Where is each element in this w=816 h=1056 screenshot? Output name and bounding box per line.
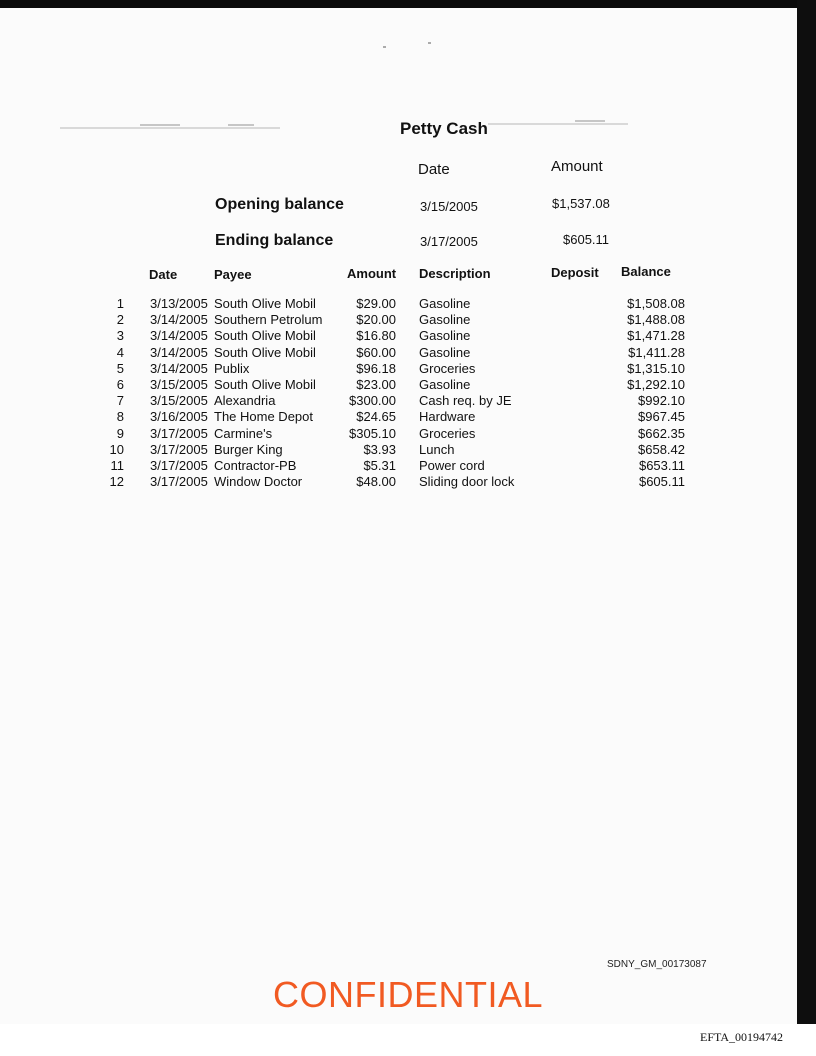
row-amount: $305.10 — [349, 425, 396, 441]
row-number: 5 — [116, 360, 124, 376]
header-amount-label: Amount — [551, 158, 603, 175]
row-amount: $16.80 — [356, 328, 396, 344]
row-description: Cash req. by JE — [419, 393, 512, 409]
table-row — [0, 426, 797, 442]
row-number: 4 — [116, 344, 124, 360]
scan-speck — [428, 42, 431, 44]
scan-artifact-line — [60, 127, 280, 129]
row-description: Gasoline — [419, 312, 471, 328]
row-balance: $605.11 — [638, 474, 685, 490]
row-description: Lunch — [419, 441, 455, 457]
row-payee: Publix — [214, 360, 250, 376]
column-header-balance: Balance — [621, 264, 671, 279]
table-row — [0, 393, 797, 409]
row-number: 2 — [116, 312, 124, 328]
row-date: 3/14/2005 — [150, 312, 208, 328]
scan-speck — [383, 46, 386, 48]
scan-artifact-line — [488, 123, 628, 125]
row-description: Gasoline — [419, 328, 471, 344]
table-row — [0, 458, 797, 474]
row-date: 3/15/2005 — [150, 393, 208, 409]
footer-strip — [0, 1024, 816, 1056]
table-row — [0, 328, 797, 344]
table-row — [0, 442, 797, 458]
row-number: 12 — [109, 474, 124, 490]
table-row — [0, 409, 797, 425]
row-description: Power cord — [419, 457, 485, 473]
row-payee: South Olive Mobil — [214, 376, 316, 392]
bates-stamp: SDNY_GM_00173087 — [607, 959, 707, 970]
row-number: 11 — [110, 457, 124, 473]
row-balance: $1,292.10 — [627, 376, 685, 392]
row-description: Gasoline — [419, 344, 471, 360]
table-row — [0, 361, 797, 377]
row-payee: Burger King — [214, 441, 283, 457]
table-row — [0, 312, 797, 328]
row-balance: $1,315.10 — [627, 360, 685, 376]
row-description: Gasoline — [419, 376, 471, 392]
row-date: 3/14/2005 — [150, 328, 208, 344]
row-description: Groceries — [419, 425, 476, 441]
row-number: 3 — [116, 328, 124, 344]
document-page — [0, 8, 797, 1024]
row-payee: Carmine's — [214, 425, 273, 441]
row-balance: $653.11 — [638, 457, 685, 473]
table-row — [0, 345, 797, 361]
row-amount: $300.00 — [349, 393, 396, 409]
row-amount: $3.93 — [363, 441, 396, 457]
row-amount: $5.31 — [363, 457, 396, 473]
row-number: 1 — [116, 296, 124, 311]
row-balance: $1,508.08 — [627, 296, 685, 311]
row-date: 3/17/2005 — [150, 441, 208, 457]
row-date: 3/13/2005 — [150, 296, 208, 311]
row-date: 3/16/2005 — [150, 409, 208, 425]
row-amount: $96.18 — [356, 360, 396, 376]
row-date: 3/17/2005 — [150, 474, 208, 490]
row-payee: Southern Petrolum — [214, 312, 323, 328]
row-amount: $23.00 — [356, 376, 396, 392]
row-amount: $20.00 — [356, 312, 396, 328]
opening-balance-label: Opening balance — [215, 196, 344, 213]
row-balance: $967.45 — [638, 409, 685, 425]
row-payee: The Home Depot — [214, 409, 313, 425]
scan-artifact-line — [140, 124, 180, 126]
opening-balance-amount: $1,537.08 — [552, 196, 610, 211]
row-number: 9 — [116, 425, 124, 441]
row-date: 3/17/2005 — [150, 425, 208, 441]
table-row — [0, 474, 797, 490]
row-date: 3/14/2005 — [150, 344, 208, 360]
table-row — [0, 296, 797, 312]
column-header-description: Description — [419, 266, 491, 281]
opening-balance-date: 3/15/2005 — [420, 199, 478, 214]
row-balance: $662.35 — [638, 425, 685, 441]
row-date: 3/15/2005 — [150, 376, 208, 392]
row-payee: Contractor-PB — [214, 457, 297, 473]
row-balance: $1,411.28 — [628, 344, 685, 360]
row-balance: $1,471.28 — [627, 328, 685, 344]
row-payee: South Olive Mobil — [214, 344, 316, 360]
row-payee: South Olive Mobil — [214, 328, 316, 344]
row-balance: $658.42 — [638, 441, 685, 457]
row-balance: $992.10 — [638, 393, 685, 409]
row-number: 8 — [116, 409, 124, 425]
column-header-date: Date — [149, 267, 178, 282]
row-amount: $48.00 — [356, 474, 396, 490]
efta-id: EFTA_00194742 — [700, 1030, 784, 1044]
row-date: 3/17/2005 — [150, 457, 208, 473]
column-header-payee: Payee — [214, 267, 252, 282]
scan-artifact-line — [228, 124, 254, 126]
column-header-amount: Amount — [347, 266, 397, 281]
row-number: 10 — [109, 441, 124, 457]
header-date-label: Date — [418, 161, 450, 178]
scan-top-border — [0, 0, 816, 8]
column-header-deposit: Deposit — [551, 265, 599, 280]
ending-balance-amount: $605.11 — [563, 232, 610, 247]
row-payee: Alexandria — [214, 393, 276, 409]
ending-balance-label: Ending balance — [215, 232, 334, 249]
row-amount: $29.00 — [356, 296, 396, 311]
row-payee: Window Doctor — [214, 474, 303, 490]
page-title: Petty Cash — [400, 119, 488, 138]
ending-balance-date: 3/17/2005 — [420, 234, 478, 249]
row-amount: $60.00 — [356, 344, 396, 360]
row-amount: $24.65 — [356, 409, 396, 425]
table-row — [0, 377, 797, 393]
row-number: 6 — [116, 376, 124, 392]
row-payee: South Olive Mobil — [214, 296, 316, 311]
transaction-table-body — [0, 296, 797, 490]
scan-artifact-line — [575, 120, 605, 122]
row-balance: $1,488.08 — [627, 312, 685, 328]
scan-right-border — [797, 0, 816, 1024]
row-description: Gasoline — [419, 296, 471, 311]
row-description: Hardware — [419, 409, 476, 425]
row-description: Sliding door lock — [419, 474, 515, 490]
confidential-watermark: CONFIDENTIAL — [272, 974, 544, 1015]
row-date: 3/14/2005 — [150, 360, 208, 376]
row-description: Groceries — [419, 360, 476, 376]
row-number: 7 — [116, 393, 124, 409]
